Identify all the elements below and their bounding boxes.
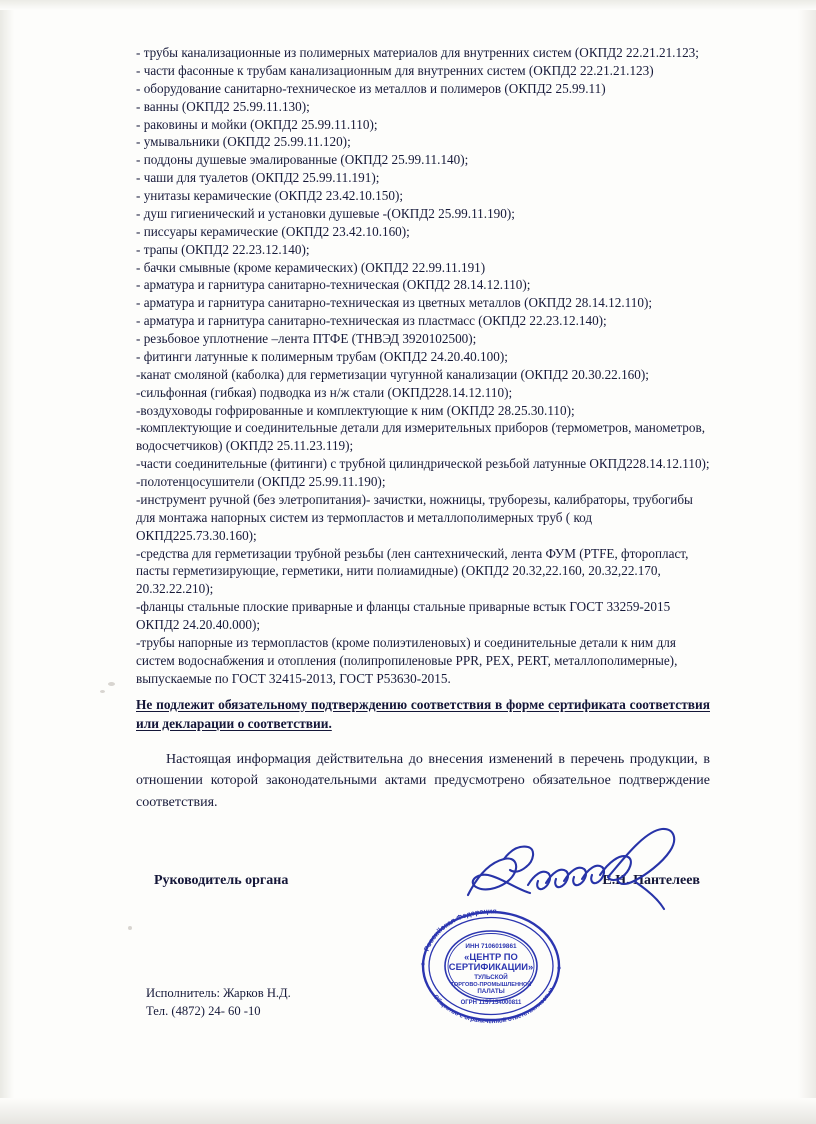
list-item: -инструмент ручной (без элетропитания)- зачистки, ножницы, труборезы, калибраторы, трубогибы для монтажа напорных систем из термопластов и металлополимерных труб ( код ОКПД225.73.30.160); xyxy=(136,491,693,543)
scan-edge-left xyxy=(0,0,14,1124)
stamp-inn-text: ИНН 7106019861 xyxy=(465,943,517,950)
list-item: - ванны (ОКПД2 25.99.11.130); xyxy=(136,98,310,114)
stamp-center-line-4: ТОРГОВО-ПРОМЫШЛЕННОЙ xyxy=(450,982,532,988)
list-item: -воздуховоды гофрированные и комплектующие к ним (ОКПД2 28.25.30.110); xyxy=(136,402,575,418)
list-item: - арматура и гарнитура санитарно-техническая (ОКПД2 28.14.12.110); xyxy=(136,277,531,293)
list-item: - трубы канализационные из полимерных материалов для внутренних систем (ОКПД2 22.21.21.123; xyxy=(136,45,699,60)
stamp-center-line-5: ПАЛАТЫ xyxy=(477,988,505,995)
scan-speck xyxy=(100,690,105,693)
list-item: -фланцы стальные плоские приварные и фланцы стальные приварные встык ГОСТ 33259-2015 ОКПД2 24.20.40.000); xyxy=(136,599,671,632)
list-item: - раковины и мойки (ОКПД2 25.99.11.110); xyxy=(136,116,378,132)
scan-edge-right xyxy=(798,0,816,1124)
list-item: - бачки смывные (кроме керамических) (ОКПД2 22.99.11.191) xyxy=(136,259,486,275)
signature-role-label: Руководитель органа xyxy=(154,872,289,888)
list-item: - части фасонные к трубам канализационным для внутренних систем (ОКПД2 22.21.21.123) xyxy=(136,62,654,78)
list-item: - арматура и гарнитура санитарно-техническая из пластмасс (ОКПД2 22.23.12.140); xyxy=(136,313,607,329)
stamp-center-line-3: ТУЛЬСКОЙ xyxy=(474,974,508,981)
conformity-statement: Не подлежит обязательному подтверждению соответствия в форме сертификата соответствия или декларации о соответствии. xyxy=(136,696,710,731)
list-item: - писсуары керамические (ОКПД2 23.42.10.160); xyxy=(136,223,410,239)
validity-paragraph: Настоящая информация действительна до внесения изменений в перечень продукции, в отношении которой законодательными актами предусмотрено обязательное подтверждение соответствия. xyxy=(136,752,710,810)
list-item: - оборудование санитарно-техническое из металлов и полимеров (ОКПД2 25.99.11) xyxy=(136,80,606,96)
list-item: - душ гигиенический и установки душевые -(ОКПД2 25.99.11.190); xyxy=(136,205,515,221)
list-item: -сильфонная (гибкая) подводка из н/ж стали (ОКПД228.14.12.110); xyxy=(136,384,513,400)
stamp-ogrn-text: ОГРН 1157154000811 xyxy=(460,1000,522,1006)
list-item: - фитинги латунные к полимерным трубам (ОКПД2 24.20.40.100); xyxy=(136,348,508,364)
executor-phone: Тел. (4872) 24- 60 -10 xyxy=(146,1004,261,1019)
list-item: - унитазы керамические (ОКПД2 23.42.10.150); xyxy=(136,188,404,203)
stamp-ring-top-text: Российская Федерация xyxy=(421,906,497,953)
list-item: - резьбовое уплотнение –лента ПТФЕ (ТНВЭД 3920102500); xyxy=(136,331,477,346)
signature-person-name: Е.Н. Пантелеев xyxy=(602,872,700,888)
document-body xyxy=(136,44,710,905)
stamp-ring-bottom-text: Общество с ограниченной ответственностью xyxy=(431,986,556,1026)
scan-edge-top xyxy=(0,0,816,10)
stamp-center-line-1: «ЦЕНТР ПО xyxy=(464,951,518,962)
list-item: - поддоны душевые эмалированные (ОКПД2 25.99.11.140); xyxy=(136,152,469,168)
list-item: -средства для герметизации трубной резьбы (лен сантехнический, лента ФУМ (PTFE, фторопласт, пасты герметизирующие, герметики, нити полиамидные) (ОКПД2 20.32,22.160, 20.32,22.170, 20.32.22.210); xyxy=(136,545,689,597)
list-item: - чаши для туалетов (ОКПД2 25.99.11.191); xyxy=(136,170,380,186)
list-item: -трубы напорные из термопластов (кроме полиэтиленовых) и соединительные детали к ним для систем водоснабжения и отопления (полипропиленовые PPR, PEX, PERT, металлополимерные), выпускаемые по ГОСТ 32415-2013, ГОСТ Р53630-2015. xyxy=(136,634,678,686)
scan-edge-bottom xyxy=(0,1098,816,1124)
signature-block xyxy=(136,865,710,905)
executor-line: Исполнитель: Жарков Н.Д. xyxy=(146,986,291,1000)
organization-round-stamp-icon xyxy=(396,898,586,1028)
list-item: - трапы (ОКПД2 22.23.12.140); xyxy=(136,241,310,257)
product-list xyxy=(136,44,710,688)
list-item: -канат смоляной (каболка) для герметизации чугунной канализации (ОКПД2 20.30.22.160); xyxy=(136,366,649,382)
executor-footer xyxy=(146,984,291,1021)
list-item: -полотенцосушители (ОКПД2 25.99.11.190); xyxy=(136,474,386,489)
list-item: - умывальники (ОКПД2 25.99.11.120); xyxy=(136,134,351,150)
scan-speck xyxy=(128,926,132,930)
list-item: - арматура и гарнитура санитарно-техническая из цветных металлов (ОКПД2 28.14.12.110); xyxy=(136,295,653,311)
svg-text:Общество с ограниченной ответс xyxy=(432,986,556,1025)
list-item: -части соединительные (фитинги) с трубной цилиндрической резьбой латунные ОКПД228.14.12.110); xyxy=(136,456,710,472)
list-item: -комплектующие и соединительные детали для измерительных приборов (термометров, манометров, водосчетчиков) (ОКПД2 25.11.23.119); xyxy=(136,420,706,454)
scan-speck xyxy=(108,682,115,686)
stamp-center-line-2: СЕРТИФИКАЦИИ» xyxy=(448,961,534,972)
svg-text:Российская Федерация xyxy=(422,906,497,952)
